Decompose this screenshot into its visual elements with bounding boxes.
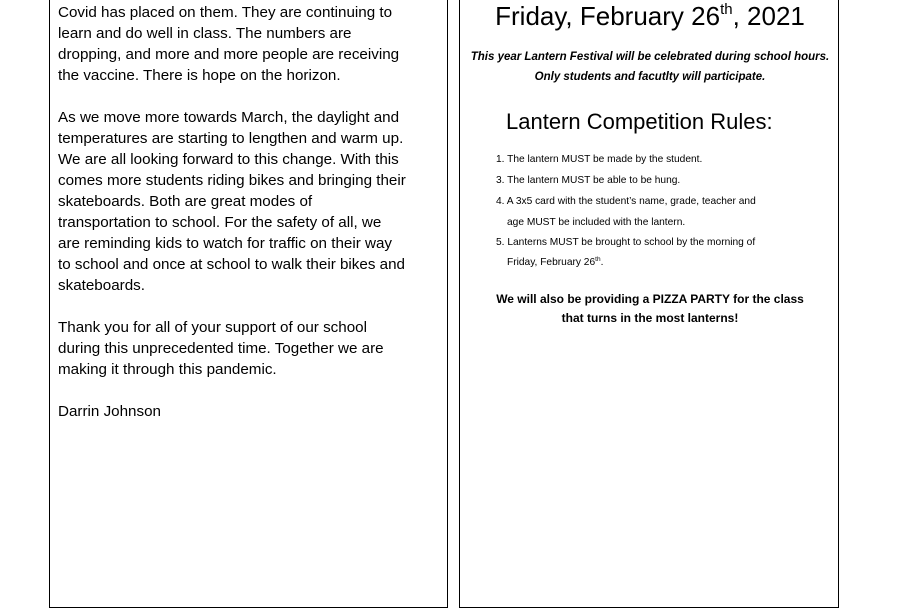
date-ordinal: th — [720, 1, 733, 18]
letter-line: the vaccine. There is hope on the horizon. — [58, 67, 341, 84]
rules-title: Lantern Competition Rules: — [506, 109, 773, 134]
letter-line: Covid has placed on them. They are continuing to — [58, 4, 393, 21]
letter-line: skateboards. — [58, 277, 145, 294]
pizza-party-notice — [460, 290, 840, 328]
rule-line: 5. Lanterns MUST be brought to school by the morning of — [496, 237, 756, 248]
letter-line: As we move more towards March, the daylight and — [58, 109, 400, 126]
letter-line: are reminding kids to watch for traffic on their way — [58, 235, 392, 252]
letter-line: We are all looking forward to this change. With this — [58, 151, 399, 168]
letter-signature: Darrin Johnson — [58, 403, 161, 420]
letter-line: dropping, and more and more people are receiving — [58, 46, 400, 63]
principal-letter — [58, 0, 438, 443]
date-year: , 2021 — [732, 1, 805, 31]
rule-date-text: Friday, February 26 — [507, 257, 596, 268]
rule-item — [496, 191, 816, 233]
letter-line: making it through this pandemic. — [58, 361, 277, 378]
rule-line: 1. The lantern MUST be made by the student. — [496, 154, 703, 165]
rule-item — [496, 233, 816, 273]
letter-paragraph-3 — [58, 317, 438, 380]
letter-line: comes more students riding bikes and bringing their — [58, 172, 406, 189]
letter-line: to school and once at school to walk their bikes and — [58, 256, 405, 273]
date-text: Friday, February 26 — [495, 1, 721, 31]
rule-line: 3. The lantern MUST be able to be hung. — [496, 175, 681, 186]
rule-date-end: . — [600, 257, 604, 268]
rules-list — [496, 149, 816, 273]
rule-line — [496, 253, 816, 273]
pizza-line: We will also be providing a PIZZA PARTY for the class — [496, 292, 804, 306]
letter-column — [49, 0, 448, 608]
letter-paragraph-1 — [58, 0, 438, 86]
letter-line: learn and do well in class. The numbers are — [58, 25, 352, 42]
letter-line: transportation to school. For the safety of all, we — [58, 214, 382, 231]
letter-line: Thank you for all of your support of our school — [58, 319, 367, 336]
rule-line: age MUST be included with the lantern. — [507, 217, 686, 228]
rule-item — [496, 149, 816, 170]
rule-date-ordinal: th — [595, 256, 601, 263]
festival-intro — [460, 47, 840, 87]
flyer-column — [459, 0, 839, 608]
festival-date-heading — [460, 0, 840, 32]
rule-line: 4. A 3x5 card with the student’s name, grade, teacher and — [496, 196, 756, 207]
letter-paragraph-2 — [58, 107, 438, 296]
intro-line: This year Lantern Festival will be celebrated during school hours. — [470, 51, 830, 63]
letter-line: temperatures are starting to lengthen and warm up. — [58, 130, 404, 147]
letter-line: skateboards. Both are great modes of — [58, 193, 313, 210]
rule-item — [496, 170, 816, 191]
pizza-line: that turns in the most lanterns! — [561, 311, 739, 325]
letter-line: during this unprecedented time. Together we are — [58, 340, 384, 357]
intro-line: Only students and facutlty will participate. — [534, 71, 766, 83]
